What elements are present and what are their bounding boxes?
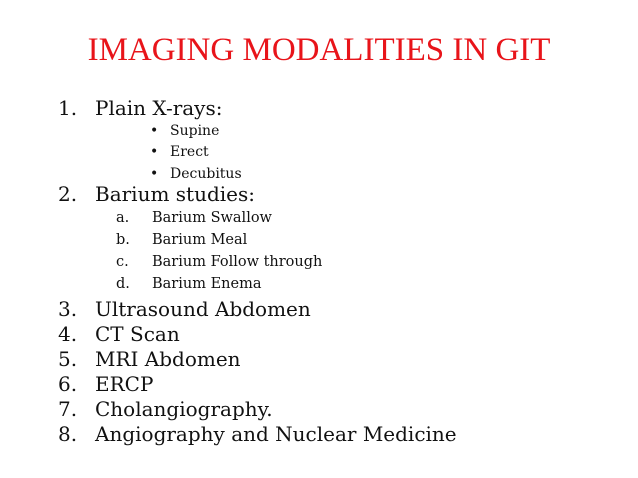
item-number: 5. <box>58 347 78 371</box>
sub-letter-label: Barium Enema <box>152 276 262 292</box>
bullet-icon: • <box>150 166 159 182</box>
item-number: 2. <box>58 182 78 206</box>
sub-bullet-label: Erect <box>170 144 209 160</box>
item-number: 1. <box>58 96 78 120</box>
item-label: Ultrasound Abdomen <box>95 297 311 321</box>
item-number: 3. <box>58 297 78 321</box>
item-label: Plain X-rays: <box>95 96 223 120</box>
sub-letter: b. <box>116 232 130 248</box>
item-label: MRI Abdomen <box>95 347 241 371</box>
sub-letter: a. <box>116 210 130 226</box>
sub-letter: c. <box>116 254 129 270</box>
sub-bullet-label: Decubitus <box>170 166 242 182</box>
item-label: CT Scan <box>95 322 180 346</box>
item-label: Cholangiography. <box>95 397 273 421</box>
item-label: Angiography and Nuclear Medicine <box>95 422 457 446</box>
bullet-icon: • <box>150 123 159 139</box>
item-label: ERCP <box>95 372 154 396</box>
item-number: 7. <box>58 397 78 421</box>
sub-letter: d. <box>116 276 130 292</box>
item-number: 8. <box>58 422 78 446</box>
item-label: Barium studies: <box>95 182 255 206</box>
bullet-icon: • <box>150 144 159 160</box>
item-number: 6. <box>58 372 78 396</box>
sub-letter-label: Barium Swallow <box>152 210 272 226</box>
sub-letter-label: Barium Meal <box>152 232 248 248</box>
sub-letter-label: Barium Follow through <box>152 254 323 270</box>
sub-bullet-label: Supine <box>170 123 220 139</box>
item-number: 4. <box>58 322 78 346</box>
slide-title: IMAGING MODALITIES IN GIT <box>87 32 551 68</box>
